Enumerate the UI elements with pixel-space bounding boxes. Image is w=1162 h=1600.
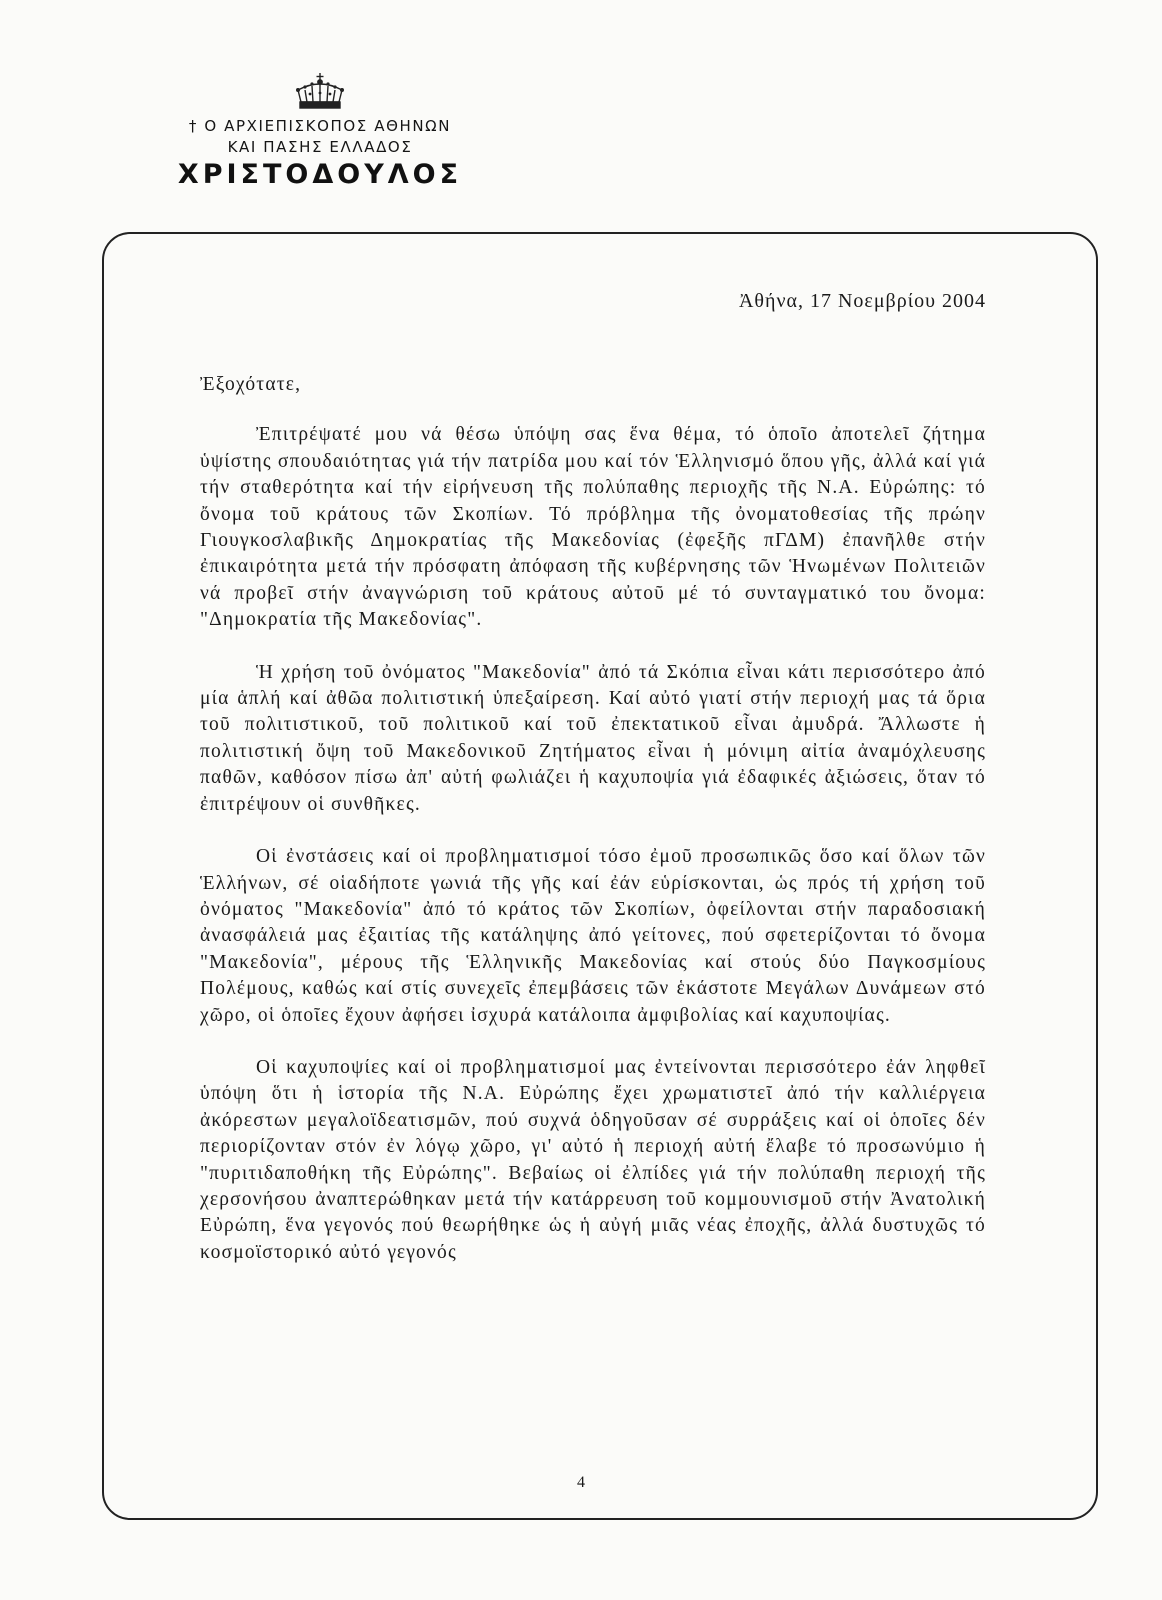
paragraph-2: Ἡ χρήση τοῦ ὀνόματος "Μακεδονία" ἀπό τά Σκόπια εἶναι κάτι περισσότερο ἀπό μία ἁπλή καί ἀθῶα πολιτιστική ὑπεξαίρεση. Καί αὐτό γιατί στήν περιοχή μας τά ὅρια τοῦ πολιτιστικοῦ, τοῦ πολιτικοῦ καί τοῦ ἐπεκτατικοῦ εἶναι ἀμυδρά. Ἄλλωστε ἡ πολιτιστική ὄψη τοῦ Μακεδονικοῦ Ζητήματος εἶναι ἡ μόνιμη αἰτία ἀναμόχλευσης παθῶν, καθόσον πίσω ἀπ' αὐτή φωλιάζει ἡ καχυποψία γιά ἐδαφικές ἀξιώσεις, ὅταν τό ἐπιτρέψουν οἱ συνθῆκες.: [200, 661, 986, 815]
letterhead-name: ΧΡΙΣΤΟΔΟΥΛΟΣ: [177, 159, 463, 190]
letterhead-subtitle-line: ΚΑΙ ΠΑΣΗΣ ΕΛΛΑΔΟΣ: [227, 138, 413, 156]
paragraph-3: Οἱ ἐνστάσεις καί οἱ προβληματισμοί τόσο ἐμοῦ προσωπικῶς ὅσο καί ὅλων τῶν Ἑλλήνων, σέ οἱαδήποτε γωνιά τῆς γῆς καί ἐάν εὑρίσκονται, ὡς πρός τή χρήση τοῦ ὀνόματος "Μακεδονία" ἀπό τό κράτος τῶν Σκοπίων, ὀφείλονται στήν παραδοσιακή ἀνασφάλειά μας ἐξαιτίας τῆς κατάληψης ἀπό γείτονες, πού σφετερίζονται τό ὄνομα "Μακεδονία", μέρους τῆς Ἑλληνικῆς Μακεδονίας καί στούς δύο Παγκοσμίους Πολέμους, καθώς καί στίς συνεχεῖς ἐπεμβάσεις τῶν ἑκάστοτε Μεγάλων Δυνάμεων στό χῶρο, οἱ ὁποῖες ἔχουν ἀφήσει ἰσχυρά κατάλοιπα ἀμφιβολίας καί καχυποψίας.: [200, 846, 986, 1026]
letterhead: [140, 72, 500, 192]
paragraph-4: Οἱ καχυποψίες καί οἱ προβληματισμοί μας ἐντείνονται περισσότερο ἐάν ληφθεῖ ὑπόψη ὅτι ἡ ἱστορία τῆς Ν.Α. Εὐρώπης ἔχει χρωματιστεῖ ἀπό τήν καλλιέργεια ἀκόρεστων μεγαλοϊδεατισμῶν, πού συχνά ὁδηγοῦσαν σέ συρράξεις καί οἱ ὁποῖες δέν περιορίζονταν στόν ἐν λόγῳ χῶρο, γι' αὐτό ἡ περιοχή αὐτή ἔλαβε τό προσωνύμιο ἡ "πυριτιδαποθήκη τῆς Εὐρώπης". Βεβαίως οἱ ἐλπίδες γιά τήν πολύπαθη περιοχή τῆς χερσονήσου ἀναπτερώθηκαν μετά τήν κατάρρευση τοῦ κομμουνισμοῦ στήν Ἀνατολική Εὐρώπη, ἕνα γεγονός πού θεωρήθηκε ὡς ἡ αὐγή μιᾶς νέας ἐποχῆς, ἀλλά δυστυχῶς τό κοσμοϊστορικό αὐτό γεγονός: [200, 1056, 986, 1263]
letter-date: Ἀθήνα, 17 Νοεμβρίου 2004: [738, 290, 986, 312]
crown-icon: [290, 72, 350, 112]
page-number: 4: [577, 1474, 585, 1491]
letterhead-title-line: † Ο ΑΡΧΙΕΠΙΣΚΟΠΟΣ ΑΘΗΝΩΝ: [188, 117, 452, 135]
paragraph-1: Ἐπιτρέψατέ μου νά θέσω ὑπόψη σας ἕνα θέμα, τό ὁποῖο ἀποτελεῖ ζήτημα ὑψίστης σπουδαιότητας γιά τήν πατρίδα μου καί τόν Ἑλληνισμό ὅπου γῆς, ἀλλά καί γιά τήν σταθερότητα καί τήν εἰρήνευση τῆς πολύπαθης περιοχῆς τῆς Ν.Α. Εὐρώπης: τό ὄνομα τοῦ κράτους τῶν Σκοπίων. Τό πρόβλημα τῆς ὀνοματοθεσίας τῆς πρώην Γιουγκοσλαβικῆς Δημοκρατίας τῆς Μακεδονίας (ἐφεξῆς πΓΔΜ) ἐπανῆλθε στήν ἐπικαιρότητα μετά τήν πρόσφατη ἀπόφαση τῆς κυβέρνησης τῶν Ἡνωμένων Πολιτειῶν νά προβεῖ στήν ἀναγνώριση τοῦ κράτους αὐτοῦ μέ τό συνταγματικό του ὄνομα: "Δημοκρατία τῆς Μακεδονίας".: [200, 424, 986, 631]
letter-body: [200, 372, 986, 1292]
salutation: Ἐξοχότατε,: [200, 374, 302, 395]
